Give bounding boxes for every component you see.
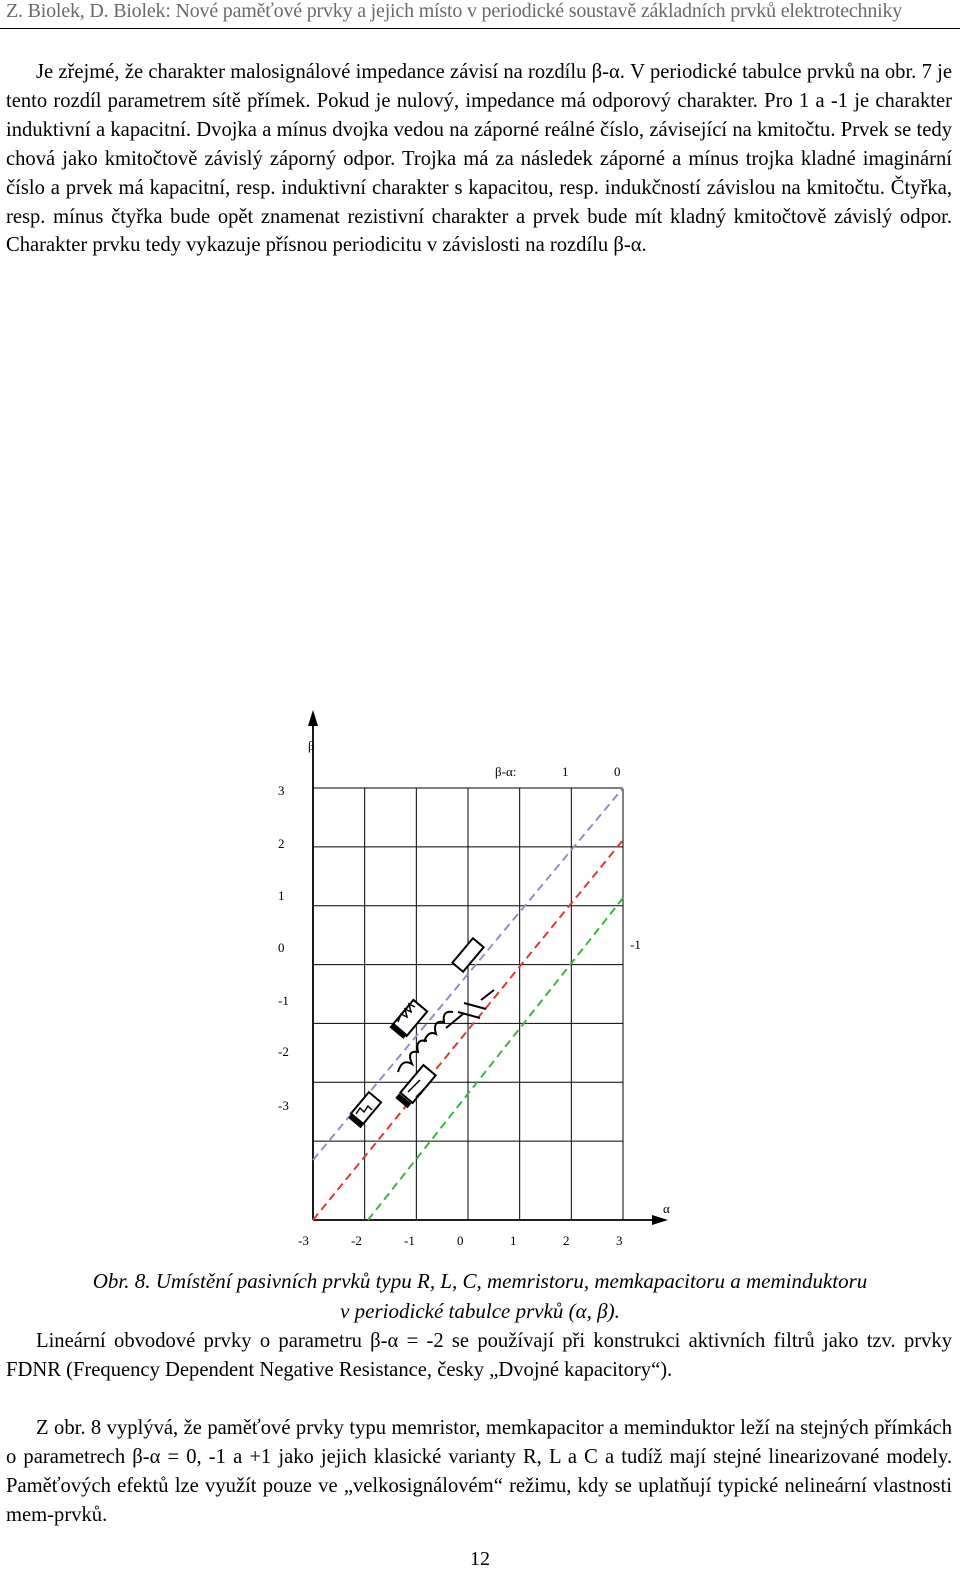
beta-axis-label: β (308, 738, 315, 753)
meminductor-symbol (348, 1092, 381, 1128)
figure-caption (0, 1266, 960, 1326)
param-value-minus1: -1 (630, 937, 641, 952)
header-text: Z. Biolek, D. Biolek: Nové paměťové prvky a jejich místo v periodické soustavě základních prvků elektrotechniky (6, 0, 903, 22)
paragraph-3: Z obr. 8 vyplývá, že paměťové prvky typu memristor, memkapacitor a meminduktor leží na stejných přímkách o parametrech β-α = 0, -1 a +1 jako jejich klasické varianty R, L a C a tudíž mají stejné linearizované modely. Paměťových efektů lze využít pouze ve „velkosignálovém“ režimu, kdy se uplatňují typické nelineární vlastnosti mem-prvků. (6, 1417, 952, 1526)
y-tick-label: 1 (278, 888, 285, 903)
memristor-symbol (390, 1000, 428, 1039)
x-tick-label: 1 (510, 1233, 517, 1248)
running-header (0, 0, 960, 29)
y-tick-label: -3 (278, 1098, 289, 1113)
y-tick-label: -2 (278, 1044, 289, 1059)
y-tick-label: 0 (278, 940, 285, 955)
y-tick-label: 3 (278, 783, 285, 798)
periodic-table-diagram (258, 700, 698, 1260)
memcapacitor-symbol (395, 1065, 435, 1108)
param-value-0: 0 (614, 764, 621, 779)
x-tick-label: -2 (351, 1233, 362, 1248)
figure-8 (258, 700, 698, 1265)
paragraph-1: Je zřejmé, že charakter malosignálové impedance závisí na rozdílu β-α. V periodické tabulce prvků na obr. 7 je tento rozdíl parametrem sítě přímek. Pokud je nulový, impedance má odporový charakter. Pro 1 a -1 je charakter induktivní a kapacitní. Dvojka a mínus dvojka vedou na záporné reálné číslo, závisející na kmitočtu. Prvek se tedy chová jako kmitočtově závislý záporný odpor. Trojka má za následek záporné a mínus trojka kladné imaginární číslo a prvek má kapacitní, resp. induktivní charakter s kapacitou, resp. indukčností závislou na kmitočtu. Čtyřka, resp. mínus čtyřka bude opět znamenat rezistivní charakter a prvek bude mít kladný kmitočtově závislý odpor. Charakter prvku tedy vykazuje přísnou periodicitu v závislosti na rozdílu β-α. (6, 61, 952, 257)
x-tick-label: 3 (616, 1233, 623, 1248)
resistor-symbol (452, 938, 483, 972)
y-tick-label: 2 (278, 836, 285, 851)
caption-line-2: v periodické tabulce prvků (α, β). (340, 1299, 620, 1323)
x-tick-label: 2 (563, 1233, 570, 1248)
alpha-axis-arrow (652, 1215, 668, 1225)
x-tick-label: -3 (298, 1233, 309, 1248)
param-label: β-α: (495, 764, 517, 779)
alpha-axis-label: α (663, 1201, 670, 1216)
param-value-1: 1 (562, 764, 569, 779)
line-beta-minus-alpha-minus-1 (368, 898, 623, 1220)
x-tick-label: -1 (404, 1233, 415, 1248)
beta-axis-arrow (308, 710, 318, 726)
y-tick-label: -1 (278, 993, 289, 1008)
caption-line-1: Obr. 8. Umístění pasivních prvků typu R, L, C, memristoru, memkapacitoru a meminduktoru (92, 1269, 868, 1293)
page-number: 12 (470, 1548, 490, 1570)
capacitor-symbol (446, 990, 494, 1028)
x-tick-label: 0 (457, 1233, 464, 1248)
paragraph-2: Lineární obvodové prvky o parametru β-α = -2 se používají při konstrukci aktivních filtrů jako tzv. prvky FDNR (Frequency Dependent Negative Resistance, česky „Dvojné kapacitory“). (6, 1330, 952, 1381)
